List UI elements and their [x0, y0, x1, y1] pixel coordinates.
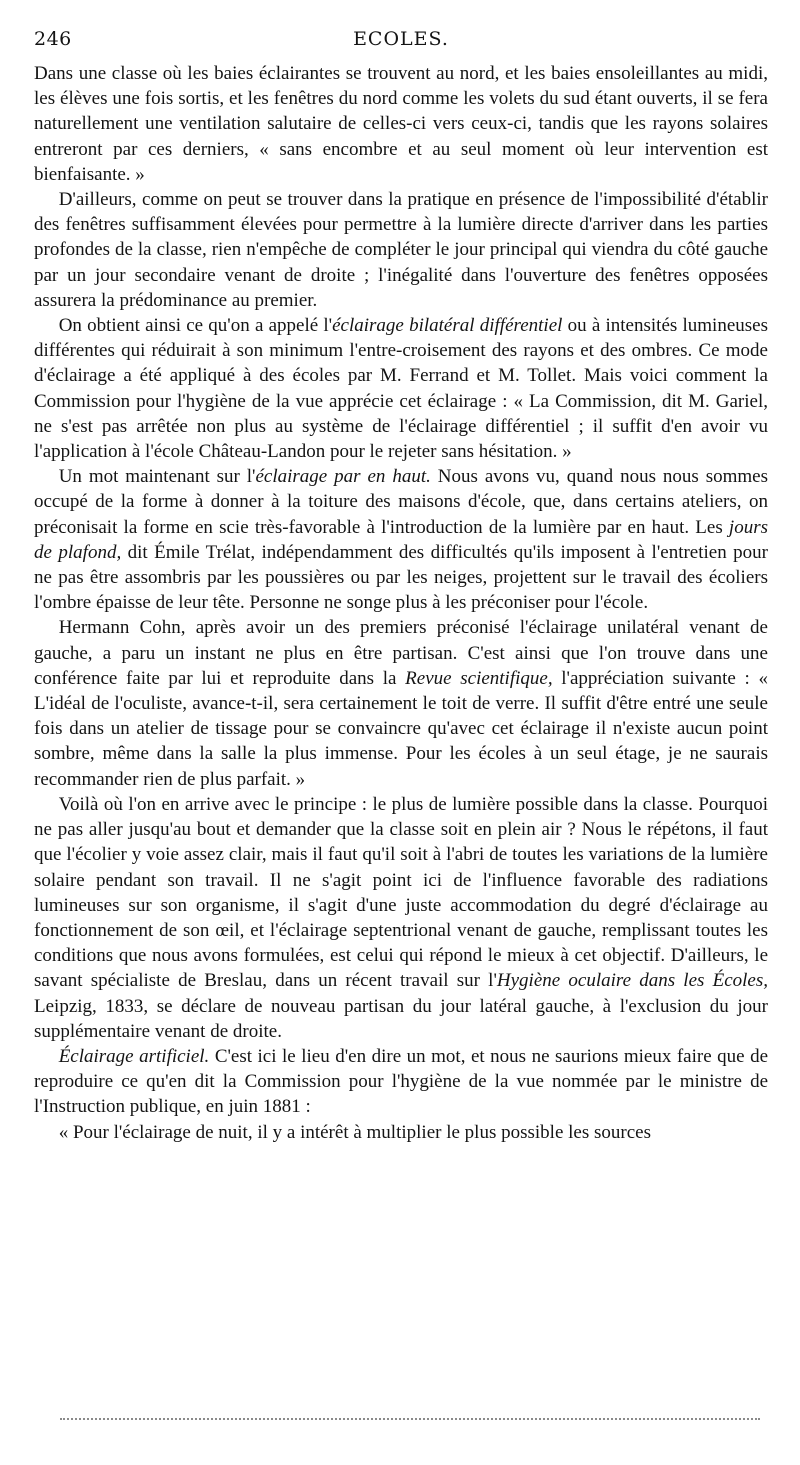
paragraph: [34, 187, 768, 313]
bottom-dotted-rule: [60, 1418, 760, 1420]
text-segment: Hermann Cohn, après avoir un des premiers préconisé l'éclairage unilatéral venant de gauche, a paru un instant ne plus en être partisan. C'est ainsi que l'on trouve dans une conférence faite par lui et reproduite dans la: [34, 617, 768, 689]
paragraph: [34, 313, 768, 464]
paragraph: [34, 1120, 768, 1145]
text-segment: On obtient ainsi ce qu'on a appelé l': [58, 315, 333, 337]
text-segment: ou à intensités lumineuses différentes qui réduirait à son minimum l'entre-croisement des rayons et des ombres. Ce mode d'éclairage a été appliqué à des écoles par M. Ferrand et M. Tollet. Mais voici comment la Commission pour l'hygiène de la vue apprécie cet éclairage : « La Commission, dit M. Gariel, ne s'est pas arrêtée non plus au système de l'éclairage différentiel ; il suffit d'en avoir vu l'application à l'école Château-Landon pour le rejeter sans hésitation. »: [34, 315, 768, 463]
text-segment: Nous avons vu, quand nous nous sommes occupé de la forme à donner à la toiture des maisons d'école, que, dans certains ateliers, on préconisait la forme en scie très-favorable à l'introduction de la lumière par en haut. Les: [34, 466, 768, 538]
text-segment: « Pour l'éclairage de nuit, il y a intérêt à multiplier le plus possible les sources: [58, 1121, 651, 1143]
italic-text-segment: jours de plafond,: [34, 516, 768, 563]
running-header: [34, 28, 768, 50]
italic-text-segment: Éclairage artificiel.: [58, 1045, 210, 1067]
text-segment: Un mot maintenant sur l': [58, 466, 256, 488]
paragraph: [34, 61, 768, 187]
text-segment: l'appréciation suivante : « L'idéal de l'oculiste, avance-t-il, sera certainement le toit de verre. Il suffit d'être entré une seule fois dans un atelier de tissage pour se convaincre qu'avec cet éclairage il n'existe aucun point sombre, même dans la salle la plus immense. Pour les écoles à un seul étage, je ne saurais recommander rien de plus parfait. »: [34, 667, 768, 790]
paragraph: [34, 464, 768, 615]
paragraph: [34, 792, 768, 1044]
paragraph: [34, 615, 768, 791]
text-segment: Leipzig, 1833, se déclare de nouveau partisan du jour latéral gauche, à l'exclusion du jour supplémentaire venant de droite.: [34, 995, 768, 1042]
running-title: ECOLES.: [353, 28, 449, 50]
text-segment: Voilà où l'on en arrive avec le principe : le plus de lumière possible dans la classe. Pourquoi ne pas aller jusqu'au bout et demander que la classe soit en plein air ? Nous le répétons, il faut que l'écolier y voie assez clair, mais il faut qu'il soit à l'abri de toutes les variations de la lumière solaire pendant son travail. Il ne s'agit point ici de l'influence favorable des radiations lumineuses sur son organisme, il s'agit d'une juste accommodation du degré d'éclairage au fonctionnement de son œil, et l'éclairage septentrional venant de gauche, remplissant toutes les conditions que nous avons formulées, est celui qui répond le mieux à cet objectif. D'ailleurs, le savant spécialiste de Breslau, dans un récent travail sur l': [34, 793, 768, 992]
text-segment: dit Émile Trélat, indépendamment des difficultés qu'ils imposent à l'entretien pour ne pas être assombris par les poussières ou par les neiges, projettent sur le travail des écoliers l'ombre épaisse de leur tête. Personne ne songe plus à les préconiser pour l'école.: [34, 541, 768, 614]
italic-text-segment: Hygiène oculaire dans les Écoles,: [496, 970, 768, 992]
italic-text-segment: éclairage par en haut.: [255, 466, 431, 488]
page-number: 246: [34, 28, 72, 50]
body-text: [34, 61, 768, 1145]
text-segment: D'ailleurs, comme on peut se trouver dans la pratique en présence de l'impossibilité d'établir des fenêtres suffisamment élevées pour permettre à la lumière directe d'arriver dans les parties profondes de la classe, rien n'empêche de compléter le jour principal qui viendra du côté gauche par un jour secondaire venant de droite ; l'inégalité dans l'ouverture des fenêtres opposées assurera la prédominance au premier.: [34, 189, 768, 311]
text-segment: Dans une classe où les baies éclairantes se trouvent au nord, et les baies ensoleillantes au midi, les élèves une fois sortis, et les fenêtres du nord comme les volets du sud étant ouverts, il se fera naturellement une ventilation salutaire de celles-ci vers ceux-ci, tandis que les rayons solaires entreront par ces derniers, « sans encombre et au seul moment où leur intervention est bienfaisante. »: [34, 63, 768, 185]
text-segment: C'est ici le lieu d'en dire un mot, et nous ne saurions mieux faire que de reproduire ce qu'en dit la Commission pour l'hygiène de la vue nommée par le ministre de l'Instruction publique, en juin 1881 :: [34, 1045, 769, 1118]
paragraph: [34, 1044, 768, 1120]
italic-text-segment: Revue scientifique,: [405, 667, 553, 689]
italic-text-segment: éclairage bilatéral différentiel: [332, 315, 563, 337]
